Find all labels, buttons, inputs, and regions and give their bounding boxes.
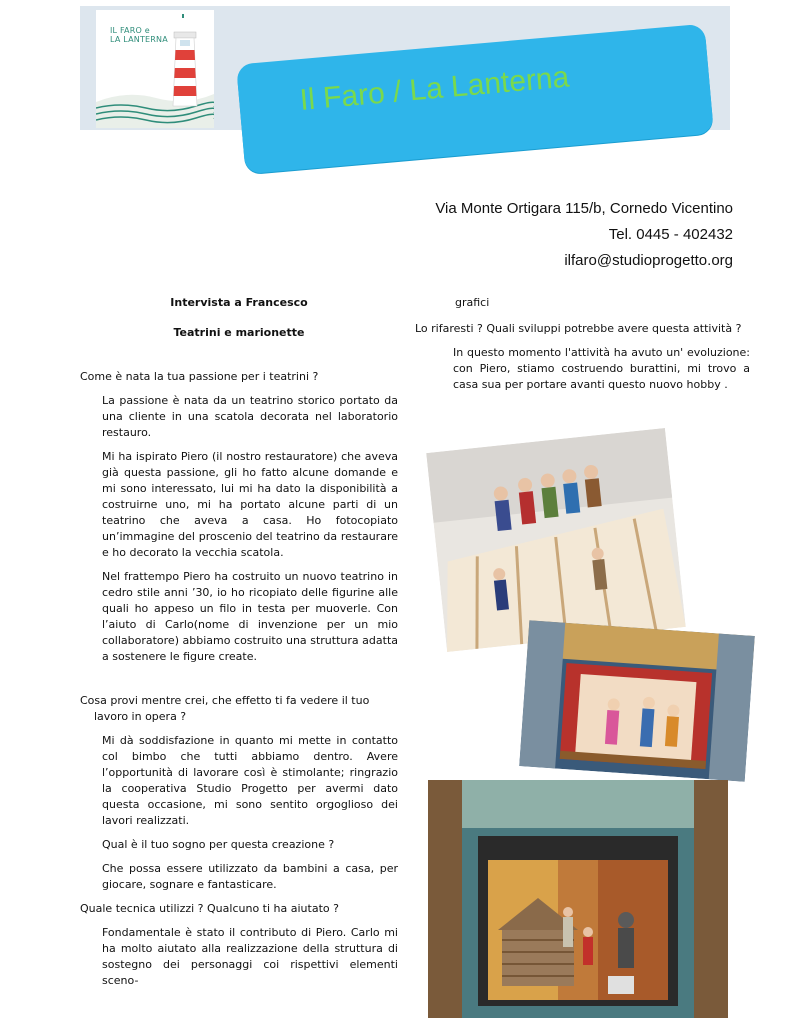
answer-1-paragraph-1: La passione è nata da un teatrino storico portato da una cliente in una scatola decorata nel laboratorio restauro. — [102, 394, 398, 439]
photo-theatre-stage — [519, 620, 755, 781]
article-title: Intervista a Francesco — [170, 296, 308, 309]
answer-4-paragraph-1: Fondamentale è stato il contributo di Piero. Carlo mi ha molto aiutato alla realizzazione della struttura di sostegno dei personaggi coi rispettivi elementi sceno- — [102, 926, 398, 987]
article-subtitle: Teatrini e marionette — [173, 326, 305, 339]
photo-wolf-scene — [428, 780, 728, 1018]
question-5: Lo rifaresti ? Quali sviluppi potrebbe avere questa attività ? — [415, 322, 742, 335]
article-right-column — [415, 295, 750, 401]
logo-text-line2: LA LANTERNA — [110, 35, 168, 44]
logo-text-line1: IL FARO e — [110, 26, 150, 35]
photo-puppets-shelf — [426, 428, 686, 652]
answer-1-paragraph-3: Nel frattempo Piero ha costruito un nuovo teatrino in cedro stile anni ’30, io ho ricopiato delle figurine alle quali ho appeso un filo in testa per muoverle. Con l’aiuto di Carlo(nome di invenzione per un mio collaboratore) abbiamo costruito una struttura adatta a sostenere le figure create. — [102, 570, 398, 663]
article-left-column — [80, 295, 398, 997]
answer-2-paragraph-1: Mi dà soddisfazione in quanto mi mette in contatto col bimbo che tutti abbiamo dentro. Avere l’opportunità di lavorare così è stimolante; ringrazio la cooperativa Studio Progetto per avermi dato questa occasione, mi sono sentito orgoglioso dei lavori realizzati. — [102, 734, 398, 827]
answer-5-paragraph-1: In questo momento l'attività ha avuto un' evoluzione: con Piero, stiamo costruendo burattini, mi trovo a casa sua per portare avanti questo nuovo hobby . — [453, 346, 750, 391]
answer-4-continuation: grafici — [455, 296, 490, 309]
answer-3-paragraph-1: Che possa essere utilizzato da bambini a casa, per giocare, sognare e fantasticare. — [102, 862, 398, 891]
question-4: Quale tecnica utilizzi ? Qualcuno ti ha aiutato ? — [80, 902, 339, 915]
question-1: Come è nata la tua passione per i teatrini ? — [80, 370, 319, 383]
question-2: Cosa provi mentre crei, che effetto ti fa vedere il tuo lavoro in opera ? — [80, 694, 370, 723]
contact-email[interactable]: ilfaro@studioprogetto.org — [564, 252, 733, 269]
contact-address: Via Monte Ortigara 115/b, Cornedo Vicentino — [435, 200, 733, 217]
contact-phone: Tel. 0445 - 402432 — [608, 226, 733, 243]
banner-title: Il Faro / La Lanterna — [298, 60, 571, 117]
question-3: Qual è il tuo sogno per questa creazione ? — [102, 838, 335, 851]
answer-1-paragraph-2: Mi ha ispirato Piero (il nostro restauratore) che aveva già questa passione, gli ho fatto alcune domande e mi sono interessato, lui mi ha dato la disponibilità a costruirne uno, mi ha portato alcune parti di un teatrino che aveva a casa. Ho fotocopiato un’immagine del proscenio del teatrino da restaurare e ho decorato la vecchia scatola. — [102, 450, 398, 559]
logo — [96, 10, 214, 128]
